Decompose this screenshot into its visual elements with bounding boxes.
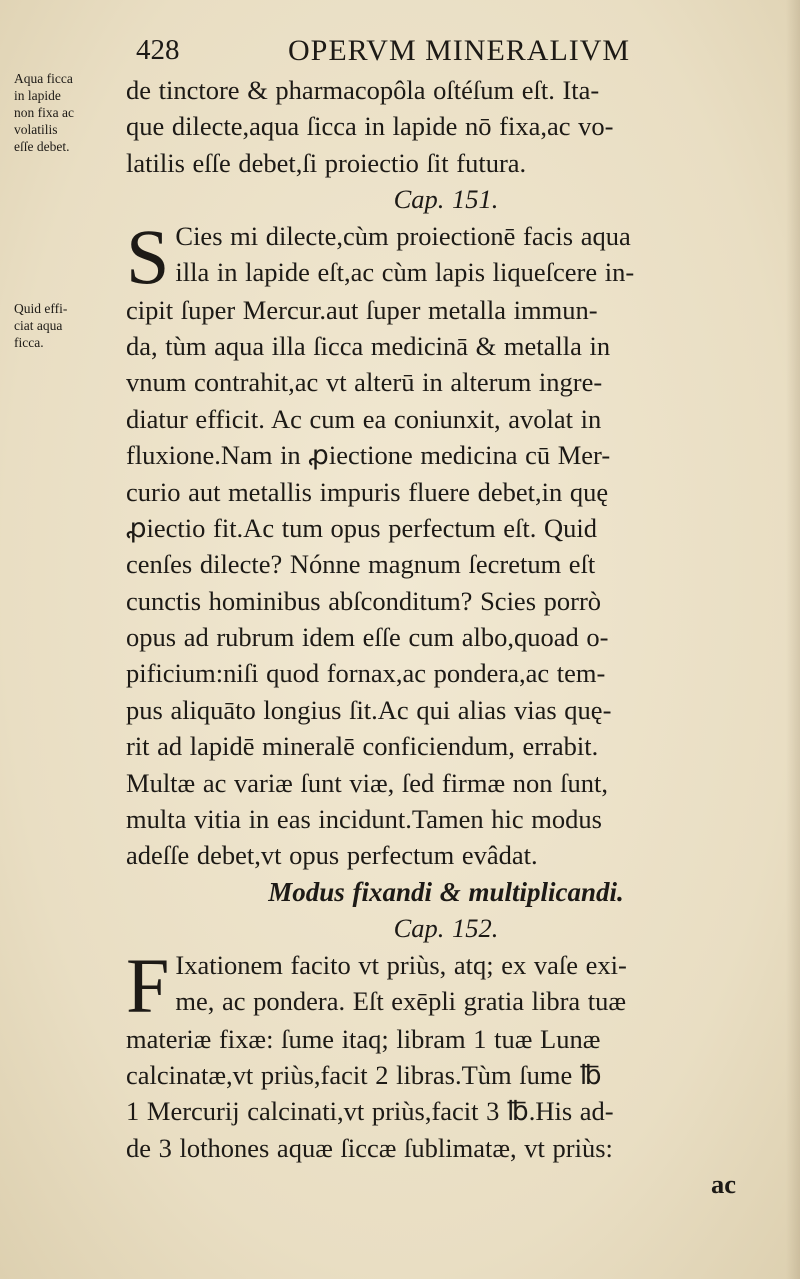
text-line: adeſſe debet,vt opus perfectum evâdat. bbox=[126, 840, 538, 871]
marginal-note-line: ciat aqua bbox=[14, 318, 63, 333]
text-line: calcinatæ,vt priùs,facit 2 libras.Tùm ſume ℔ bbox=[126, 1059, 602, 1090]
text-line: ꝓiectio fit.Ac tum opus perfectum eſt. Quid bbox=[126, 512, 598, 543]
text-line: illa in lapide eſt,ac cùm lapis liqueſcere in- bbox=[175, 256, 635, 287]
text-line: 1 Mercurij calcinati,vt priùs,facit 3 ℔.His ad- bbox=[126, 1096, 614, 1127]
text-line: diatur efficit. Ac cum ea coniunxit, avolat in bbox=[126, 403, 602, 434]
text-line: de tinctore & pharmacopôla oſtéſum eſt. Ita- bbox=[126, 75, 600, 105]
marginal-note-line: Quid effi- bbox=[14, 301, 68, 316]
text-line: Multæ ac variæ ſunt viæ, ſed firmæ non ſunt, bbox=[126, 767, 609, 798]
text-line: pus aliquāto longius ſit.Ac qui alias vias quę- bbox=[126, 694, 612, 725]
marginal-note-line: non fixa ac bbox=[14, 105, 74, 120]
text-line: cipit ſuper Mercur.aut ſuper metalla immun- bbox=[126, 294, 598, 325]
marginal-note-line: eſſe debet. bbox=[14, 139, 70, 154]
main-text bbox=[126, 72, 766, 1203]
page-header bbox=[128, 22, 768, 72]
marginal-note-line: ficca. bbox=[14, 335, 44, 350]
text-line: da, tùm aqua illa ſicca medicinā & metalla in bbox=[126, 330, 611, 361]
text-line: curio aut metallis impuris fluere debet,in quę bbox=[126, 476, 609, 507]
paragraph-chapter-152 bbox=[126, 947, 766, 1021]
text-line: cenſes dilecte? Nónne magnum ſecretum eſt bbox=[126, 549, 596, 580]
drop-cap: S bbox=[126, 217, 170, 292]
text-line: rit ad lapidē mineralē conficiendum, errabit. bbox=[126, 731, 599, 762]
paragraph-chapter-151 bbox=[126, 218, 766, 292]
page-edge-shadow bbox=[786, 0, 800, 1279]
text-line: Cies mi dilecte,cùm proiectionē facis aqua bbox=[175, 220, 631, 251]
text-line: me, ac pondera. Eſt exēpli gratia libra tuæ bbox=[175, 985, 627, 1016]
marginal-note-2 bbox=[14, 300, 126, 351]
text-line: pificium:niſi quod fornax,ac pondera,ac tem- bbox=[126, 658, 606, 689]
running-head: OPERVM MINERALIVM bbox=[288, 34, 631, 67]
page-number: 428 bbox=[136, 34, 180, 66]
chapter-heading: Cap. 152. bbox=[393, 913, 499, 944]
text-line: que dilecte,aqua ſicca in lapide nō fixa,ac vo- bbox=[126, 111, 614, 142]
catchword: ac bbox=[710, 1169, 736, 1200]
text-line: opus ad rubrum idem eſſe cum albo,quoad o- bbox=[126, 622, 609, 653]
text-line: materiæ fixæ: ſume itaq; libram 1 tuæ Lunæ bbox=[126, 1023, 601, 1054]
text-line: latilis eſſe debet,ſi proiectio ſit futura. bbox=[126, 147, 527, 178]
text-line: cunctis hominibus abſconditum? Scies porrò bbox=[126, 585, 602, 616]
text-line: de 3 lothones aquæ ſiccæ ſublimatæ, vt priùs: bbox=[126, 1132, 613, 1163]
drop-cap: F bbox=[126, 946, 170, 1021]
marginal-note-line: volatilis bbox=[14, 122, 58, 137]
text-line: fluxione.Nam in ꝓiectione medicina cū Mer- bbox=[126, 440, 611, 471]
text-line: Ixationem facito vt priùs, atq; ex vaſe exi- bbox=[175, 949, 627, 980]
text-line: multa vitia in eas incidunt.Tamen hic modus bbox=[126, 804, 602, 835]
chapter-heading: Cap. 151. bbox=[393, 184, 499, 215]
text-line: vnum contrahit,ac vt alterū in alterum ingre- bbox=[126, 367, 603, 398]
marginal-note-line: in lapide bbox=[14, 88, 61, 103]
marginal-note-1 bbox=[14, 70, 126, 155]
marginal-note-line: Aqua ficca bbox=[14, 71, 73, 86]
section-rubric: Modus fixandi & multiplicandi. bbox=[268, 876, 624, 907]
